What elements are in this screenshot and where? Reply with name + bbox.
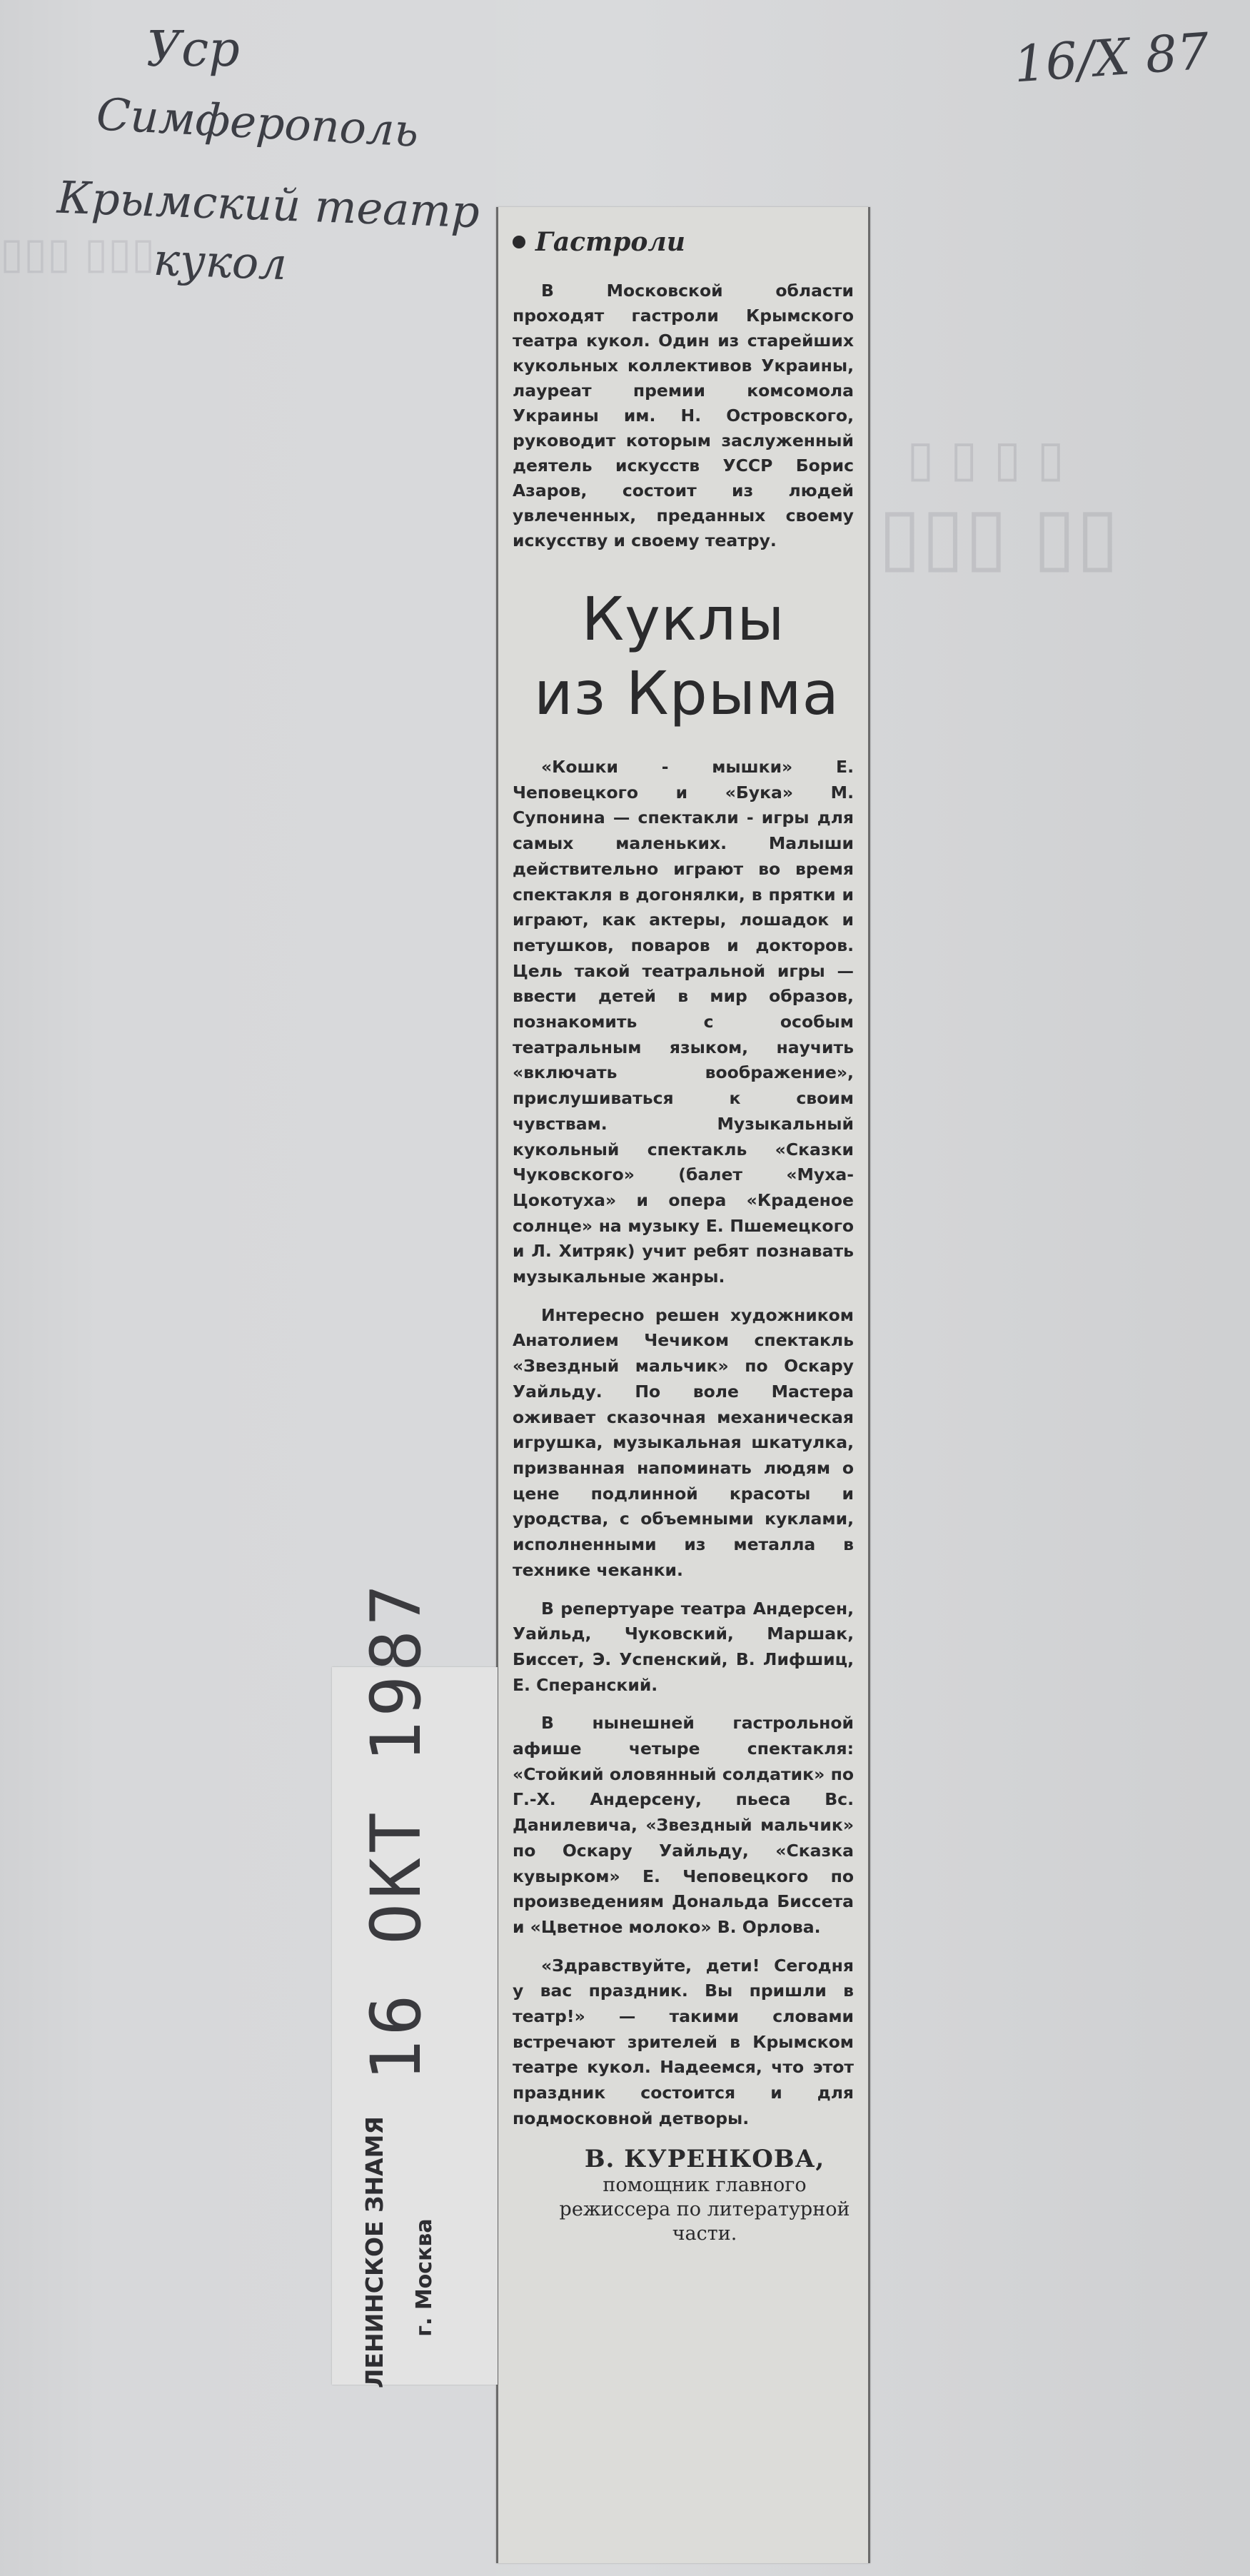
newspaper-name: ЛЕНИНСКОЕ ЗНАМЯ — [361, 2116, 388, 2388]
author-position: помощник главного режиссера по литературной части. — [559, 2173, 850, 2245]
handwritten-theatre-note: Крымский театр — [56, 171, 480, 238]
bullet-icon — [513, 236, 525, 248]
body-paragraph: В репертуаре театра Андерсен, Уайльд, Чуковский, Маршак, Биссет, Э. Успенский, В. Лифшиц, Е. Сперанский. — [513, 1598, 854, 1695]
source-label — [332, 1580, 498, 2388]
body-paragraph: В нынешней гастрольной афише четыре спектакля: «Стойкий оловянный солдатик» по Г.-Х. Андерсену, пьеса Вс. Данилевича, «Звездный мальчик» по Оскару Уайльду, «Сказка кувырком» Е. Чеповецкого по произведениям Дональда Биссета и «Цветное молоко» В. Орлова. — [513, 1713, 854, 1937]
date-stamp: 16 ОКТ 1987 — [356, 1580, 436, 2081]
handwritten-country-note: Уср — [146, 21, 240, 78]
article-body — [513, 755, 854, 2132]
article-headline — [513, 582, 854, 730]
headline-line-2: из Крыма — [533, 658, 840, 728]
clipping-content — [513, 207, 854, 2246]
rubric-label: Гастроли — [535, 227, 685, 257]
handwritten-date: 16/X 87 — [1012, 21, 1211, 94]
lead-paragraph: В Московской области проходят гастроли Крымского театра кукол. Один из старейших кукольных коллективов Украины, лауреат премии комсомола Украины им. Н. Островского, руководит которым заслуженный деятель искусств УССР Борис Азаров, состоит из людей увлеченных, преданных своему искусству и своему театру. — [513, 281, 854, 550]
body-paragraph: «Кошки - мышки» Е. Чеповецкого и «Бука» М. Супонина — спектакли - игры для самых маленьких. Малыши действительно играют во время спектакля в догонялки, в прятки и играют, как актеры, лошадок и петушков, поваров и докторов. Цель такой театральной игры — ввести детей в мир образов, познакомить с особым театральным языком, научить «включать воображение», прислушиваться к своим чувствам. Музыкальный кукольный спектакль «Сказки Чуковского» (балет «Муха-Цокотуха» и опера «Краденое солнце» на музыку Е. Пшемецкого и Л. Хитряк) учит ребят познавать музыкальные жанры. — [513, 757, 854, 1287]
rubric-heading — [513, 227, 854, 257]
newspaper-clipping — [496, 207, 870, 2563]
headline-line-1: Куклы — [581, 584, 785, 654]
body-paragraph: Интересно решен художником Анатолием Чечиком спектакль «Звездный мальчик» по Оскару Уайльду. По воле Мастера оживает сказочная механическая игрушка, музыкальная шкатулка, призванная напоминать людям о цене подлинной красоты и уродства, с объемными куклами, исполненными из металла в технике чеканки. — [513, 1304, 854, 1580]
bleed-through-text: ▯ ▯ ▯ ▯ ▯▯▯ ▯▯ — [878, 429, 1119, 581]
handwritten-theatre-note-2: кукол — [152, 233, 288, 291]
handwritten-city-note: Симферополь — [95, 88, 420, 157]
bleed-through-text-left: ▯▯▯ ▯▯▯ — [0, 228, 156, 278]
newspaper-city: г. Москва — [412, 2218, 437, 2337]
author-name: В. КУРЕНКОВА, — [584, 2144, 825, 2173]
body-paragraph: «Здравствуйте, дети! Сегодня у вас праздник. Вы пришли в театр!» — такими словами встречают зрителей в Крымском театре кукол. Надеемся, что этот праздник состоится и для подмосковной детворы. — [513, 1955, 854, 2128]
